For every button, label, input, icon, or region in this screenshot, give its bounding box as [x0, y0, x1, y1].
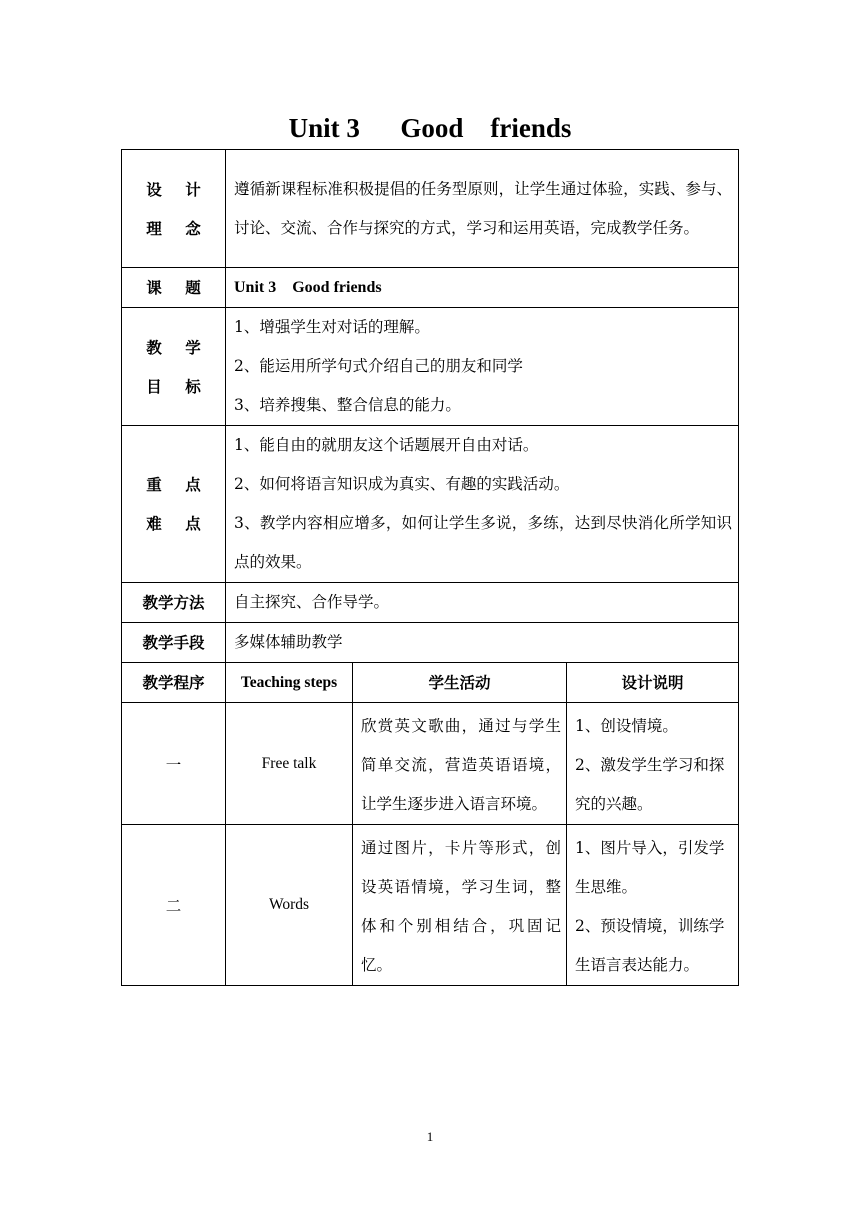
key-point-item: 3、教学内容相应增多，如何让学生多说，多练，达到尽快消化所学知识点的效果。	[234, 514, 733, 571]
objectives-row	[122, 308, 739, 426]
key-point-item: 1、能自由的就朋友这个话题展开自由对话。	[234, 436, 539, 454]
header-teaching-steps: Teaching steps	[226, 663, 353, 703]
step-activity: 欣赏英文歌曲，通过与学生简单交流，营造英语语境，让学生逐步进入语言环境。	[353, 703, 567, 825]
design-label-line2: 理 念	[146, 218, 201, 238]
step-activity: 通过图片，卡片等形式，创设英语情境，学习生词，整体和个别相结合，巩固记忆。	[353, 825, 567, 986]
header-design-notes: 设计说明	[567, 663, 739, 703]
key-points-content	[226, 426, 739, 583]
method-content: 自主探究、合作导学。	[226, 583, 739, 623]
key-points-row	[122, 426, 739, 583]
step-name: Words	[226, 825, 353, 986]
step-notes	[567, 703, 739, 825]
step-note: 1、创设情境。	[575, 717, 678, 735]
procedure-step-row	[122, 825, 739, 986]
key-points-label-line2: 难 点	[146, 514, 201, 533]
step-number: 二	[122, 825, 226, 986]
step-note: 2、预设情境，训练学生语言表达能力。	[575, 917, 725, 974]
step-note: 1、图片导入，引发学生思维。	[575, 839, 725, 896]
topic-content: Unit 3 Good friends	[226, 268, 739, 308]
objective-item: 3、培养搜集、整合信息的能力。	[234, 396, 461, 414]
method-row	[122, 583, 739, 623]
objective-item: 1、增强学生对对话的理解。	[234, 318, 430, 336]
method-label: 教学方法	[122, 583, 226, 623]
procedure-step-row	[122, 703, 739, 825]
step-name: Free talk	[226, 703, 353, 825]
header-student-activity: 学生活动	[353, 663, 567, 703]
topic-label: 课 题	[122, 268, 226, 308]
design-label-line1: 设 计	[146, 179, 201, 199]
key-points-label	[122, 426, 226, 583]
objective-item: 2、能运用所学句式介绍自己的朋友和同学	[234, 357, 523, 375]
step-notes	[567, 825, 739, 986]
design-concept-content: 遵循新课程标准积极提倡的任务型原则，让学生通过体验，实践、参与、讨论、交流、合作与探究的方式，学习和运用英语，完成教学任务。	[226, 150, 739, 268]
page-number: 1	[426, 1129, 434, 1144]
lesson-plan-table	[121, 149, 739, 986]
document-title: Unit 3 Good friends	[288, 113, 572, 143]
step-note: 2、激发学生学习和探究的兴趣。	[575, 756, 725, 813]
design-concept-label	[122, 150, 226, 268]
key-points-label-line1: 重 点	[146, 475, 201, 494]
means-row	[122, 623, 739, 663]
objectives-label	[122, 308, 226, 426]
step-number: 一	[122, 703, 226, 825]
means-label: 教学手段	[122, 623, 226, 663]
means-content: 多媒体辅助教学	[226, 623, 739, 663]
procedure-header-row	[122, 663, 739, 703]
design-concept-row	[122, 150, 739, 268]
header-procedure: 教学程序	[122, 663, 226, 703]
objectives-label-line2: 目 标	[146, 376, 201, 396]
objectives-label-line1: 教 学	[146, 337, 201, 357]
key-point-item: 2、如何将语言知识成为真实、有趣的实践活动。	[234, 475, 570, 493]
topic-row	[122, 268, 739, 308]
objectives-content	[226, 308, 739, 426]
